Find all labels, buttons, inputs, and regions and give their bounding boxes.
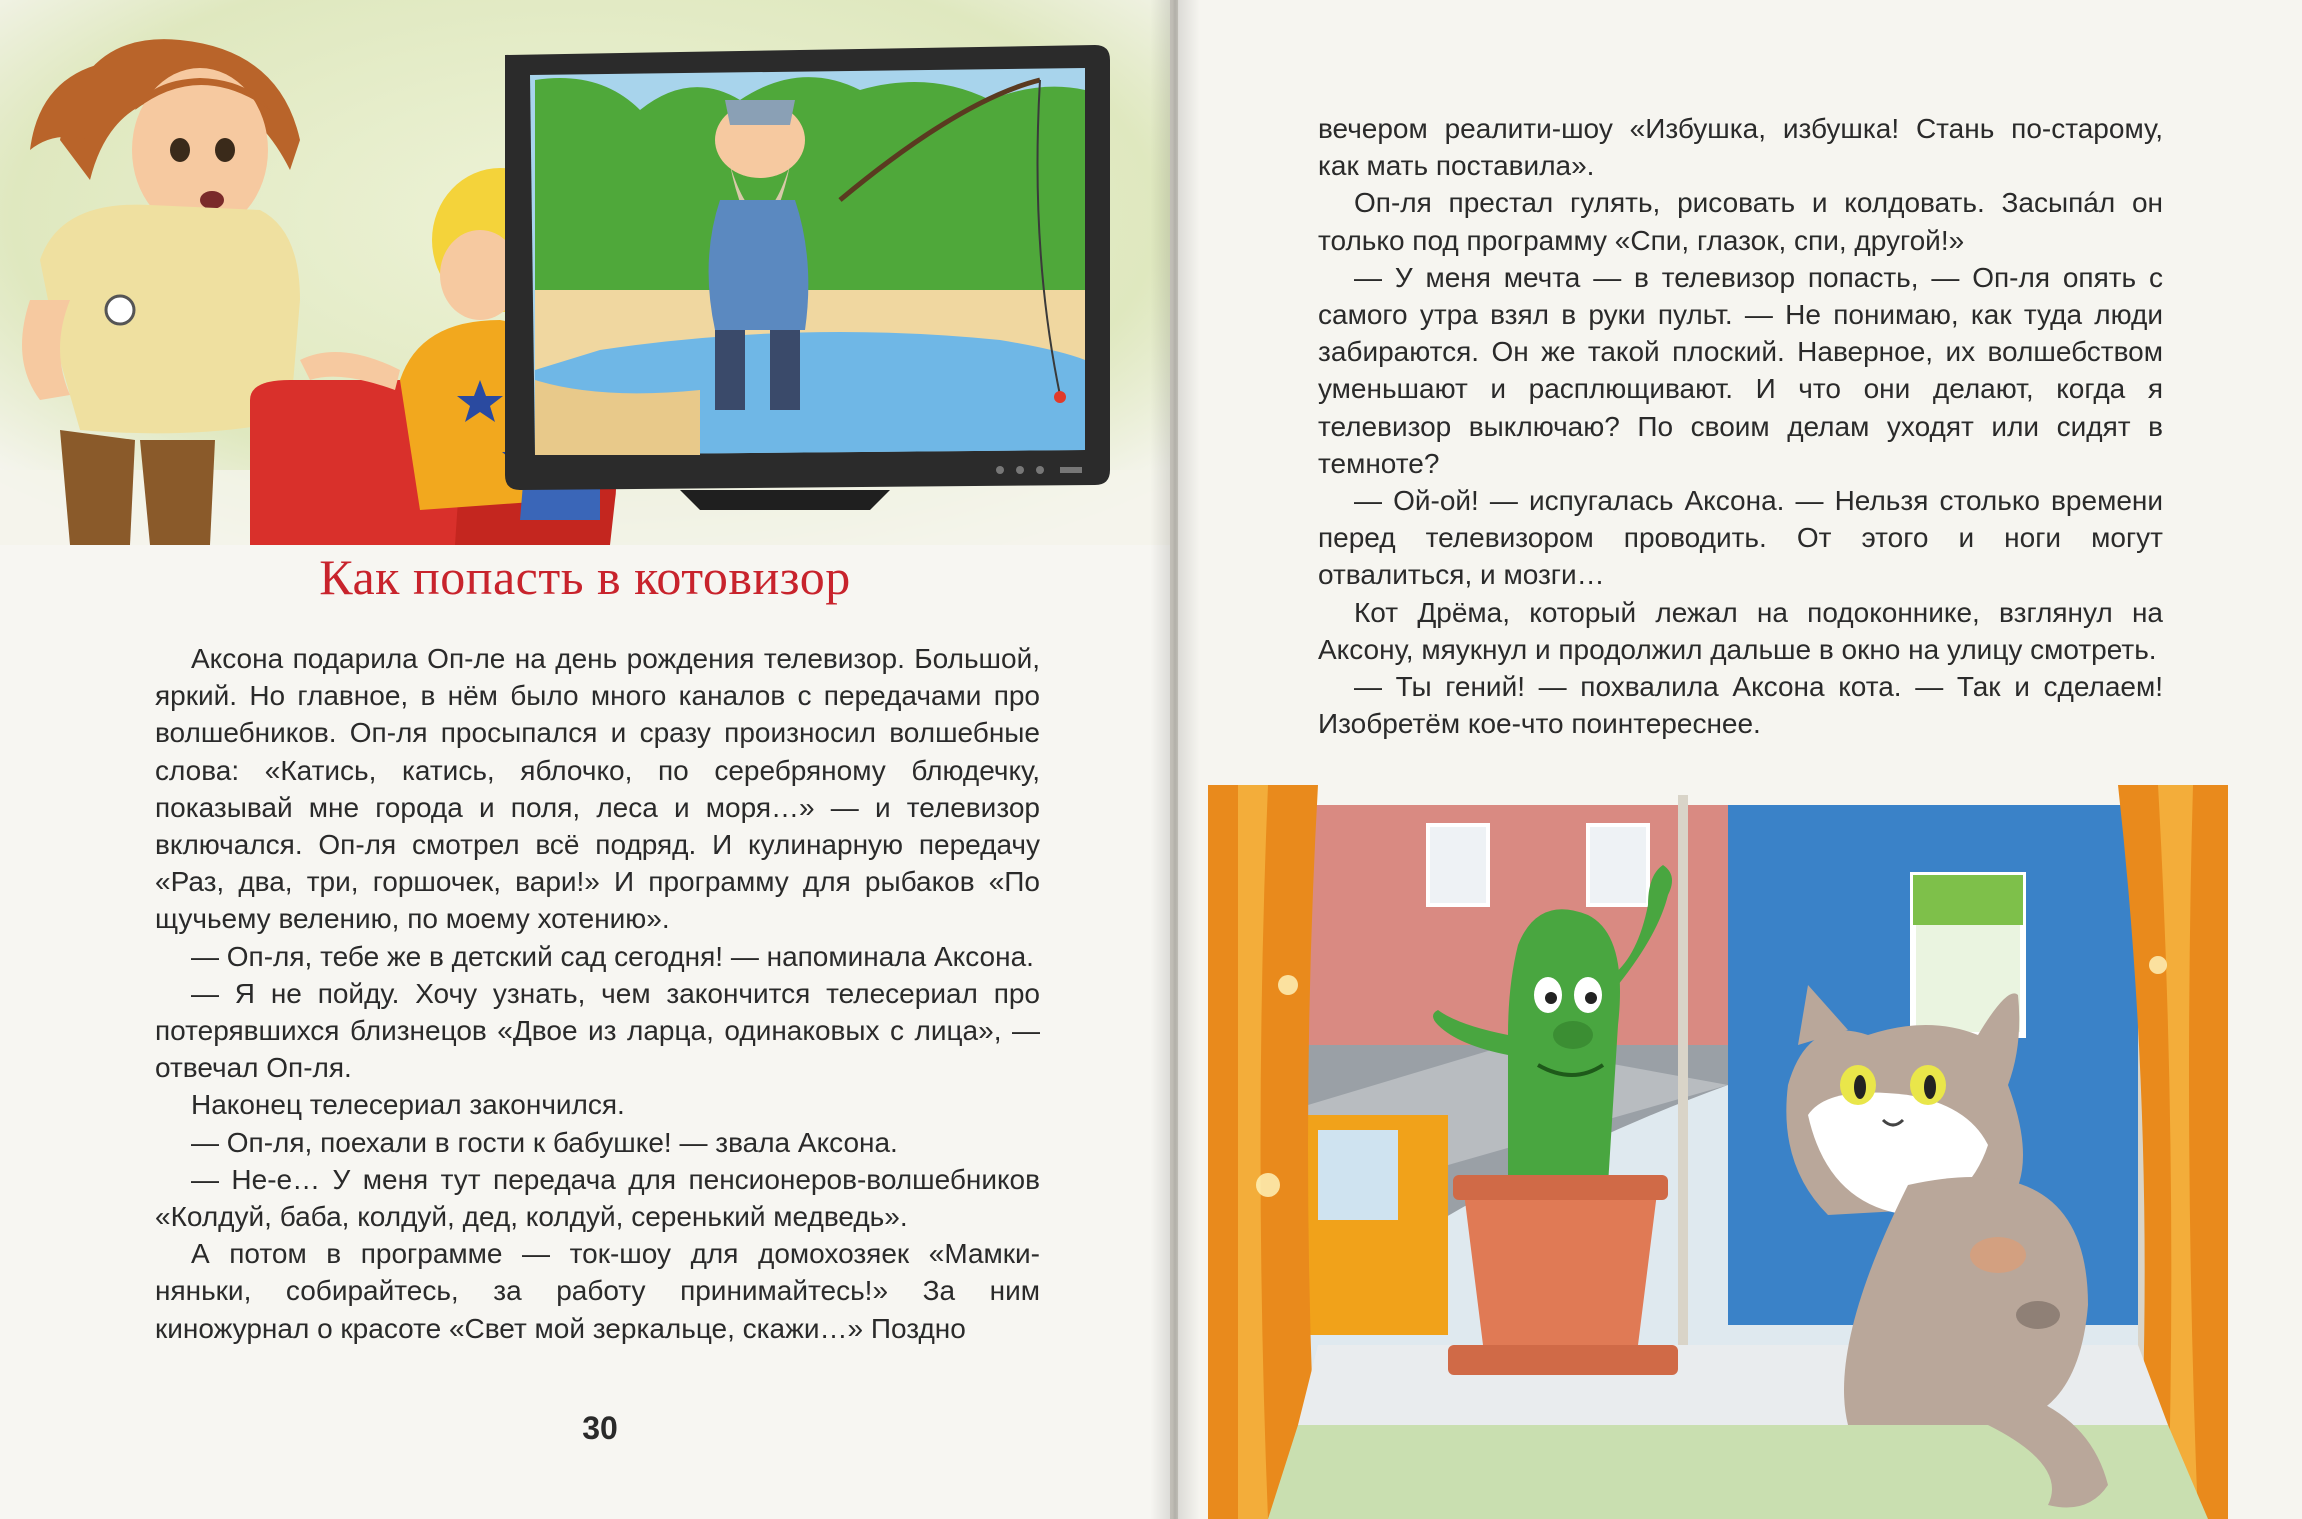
paragraph: — У меня мечта — в телевизор попасть, — Оп-ля опять с самого утра взял в руки пульт. — Не понимаю, как туда люди забираются. Он же такой плоский. Наверное, их волшебством уменьшают и расплющивают. И что они делают, когда я телевизор выключаю? По своим делам уходят или сидят в темноте? [1318,261,2163,479]
paragraph: — Ты гений! — похвалила Аксона кота. — Так и сделаем! Изобретём кое-что поинтереснее. [1318,671,2163,740]
tv-set [505,45,1110,510]
paragraph: — Оп-ля, поехали в гости к бабушке! — звала Аксона. [191,1126,898,1158]
paragraph: — Оп-ля, тебе же в детский сад сегодня! — напоминала Аксона. [191,940,1034,972]
paragraph: Кот Дрёма, который лежал на подоконнике, взглянул на Аксону, мяукнул и продолжил дальше в окно на улицу смотреть. [1318,596,2163,665]
cat-window-illustration [1208,785,2228,1519]
paragraph: — Я не пойду. Хочу узнать, чем закончится телесериал про потерявшихся близнецов «Двое из ларца, одинаковых с лица», — отвечал Оп-ля. [155,977,1040,1084]
paragraph: А потом в программе — ток-шоу для домохозяек «Мамки-няньки, собирайтесь, за работу принимайтесь!» За ним киножурнал о красоте «Свет мой зеркальце, скажи…» Поздно [155,1238,1040,1344]
paragraph: Оп-ля престал гулять, рисовать и колдовать. Засыпáл он только под программу «Спи, глазок, спи, другой!» [1318,187,2163,256]
paragraph: Наконец телесериал закончился. [191,1089,625,1121]
page-number: 30 [582,1410,618,1446]
right-page [1178,0,2302,1519]
paragraph: вечером реалити-шоу «Избушка, избушка! Стань по-старому, как мать поставила». [1318,113,2163,182]
left-page-text [155,640,1040,1347]
right-page-text [1318,110,2163,742]
paragraph: — Ой-ой! — испугалась Аксона. — Нельзя столько времени перед телевизором проводить. От этого и ноги могут отвалиться, и мозги… [1318,485,2163,591]
chapter-title: Как попасть в котовизор [319,549,851,605]
flower-pot [1448,1175,1678,1375]
book-gutter-shadow [1150,0,1200,1519]
tv-scene-illustration [0,0,1170,545]
paragraph: Аксона подарила Оп-ле на день рождения телевизор. Большой, яркий. Но главное, в нём было много каналов с передачами про волшебников. Оп-ля просыпался и сразу произносил волшебные слова: «Катись, катись, яблочко, по серебряному блюдечку, показывай мне города и поля, леса и моря…» — и телевизор включался. Оп-ля смотрел всё подряд. И кулинарную передачу «Раз, два, три, горшочек, вари!» И программу для рыбаков «По щучьему велению, по моему хотению». [155,643,1040,935]
paragraph: — Не-е… У меня тут передача для пенсионеров-волшебников «Колдуй, баба, колдуй, дед, колдуй, серенький медведь». [155,1163,1040,1233]
